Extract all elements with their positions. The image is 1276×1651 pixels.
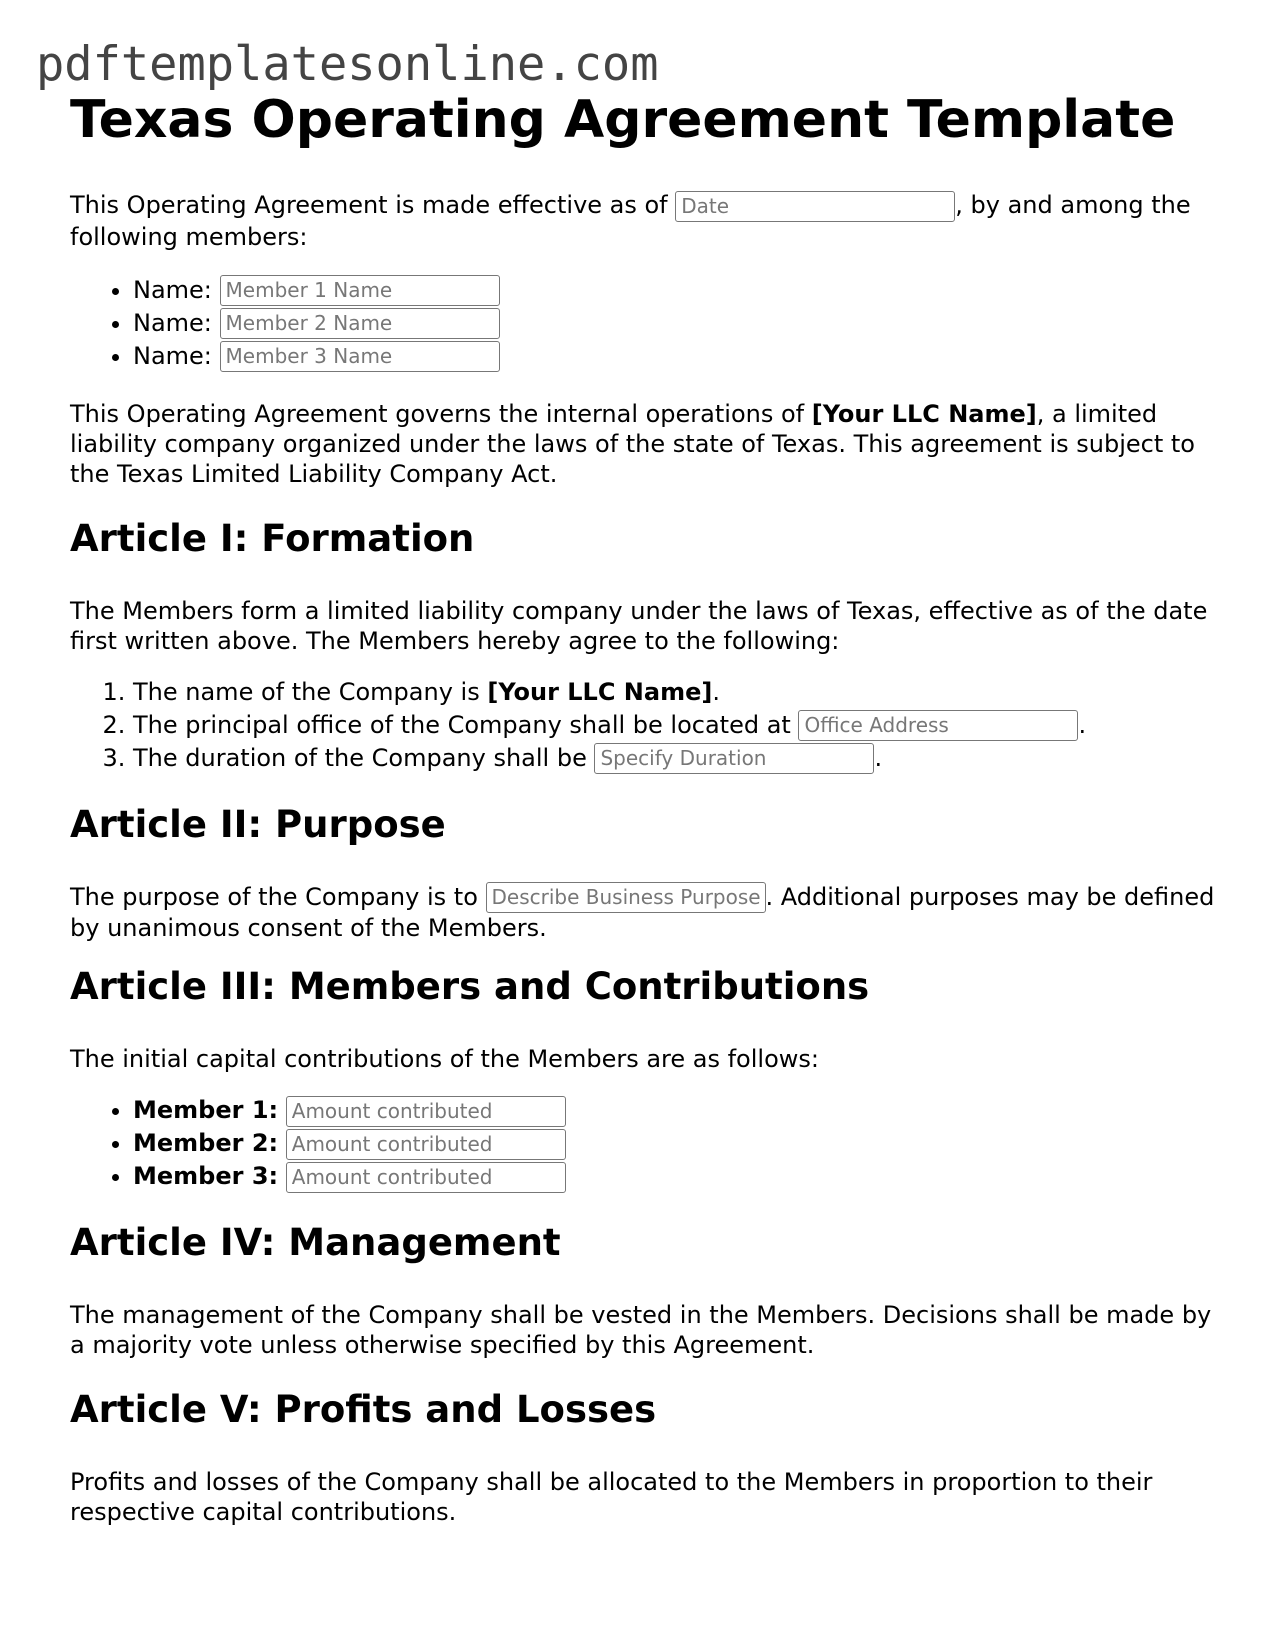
member-label: Name: bbox=[133, 341, 212, 370]
intro-text-before: This Operating Agreement is made effective as of bbox=[70, 191, 676, 219]
contribution-label: Member 3: bbox=[133, 1162, 279, 1190]
item-text: The principal office of the Company shall be located at bbox=[133, 710, 799, 739]
contribution-label: Member 1: bbox=[133, 1096, 279, 1124]
duration-input[interactable]: Specify Duration bbox=[594, 743, 874, 774]
list-item bbox=[133, 709, 1220, 742]
article-4-text: The management of the Company shall be vested in the Members. Decisions shall be made by a majority vote unless otherwise specified by this Agreement. bbox=[70, 1301, 1212, 1359]
article-5-heading: Article V: Profits and Losses bbox=[70, 1388, 657, 1431]
page-title: Texas Operating Agreement Template bbox=[70, 90, 1176, 150]
list-item bbox=[133, 742, 1220, 775]
article-3-text: The initial capital contributions of the Members are as follows: bbox=[70, 1045, 819, 1073]
llc-name: [Your LLC Name] bbox=[811, 399, 1037, 428]
article-1-heading: Article I: Formation bbox=[70, 516, 475, 560]
member-3-name-input[interactable]: Member 3 Name bbox=[220, 341, 500, 372]
business-purpose-input[interactable]: Describe Business Purpose bbox=[486, 882, 766, 913]
governs-text-after: , a limited liability company organized under the laws of the state of Texas. This agreement is subject to the Texas Limited Liability Company Act. bbox=[70, 399, 1195, 488]
list-item bbox=[133, 1094, 1220, 1127]
contributions-list bbox=[70, 1094, 1220, 1193]
member-1-amount-input[interactable]: Amount contributed bbox=[286, 1096, 566, 1127]
governs-paragraph bbox=[70, 399, 1220, 489]
article-5-text: Profits and losses of the Company shall be allocated to the Members in proportion to their respective capital contributions. bbox=[70, 1468, 1153, 1526]
members-list bbox=[70, 274, 1220, 373]
article-2-text bbox=[70, 882, 1220, 944]
list-item bbox=[133, 1160, 1220, 1193]
intro-paragraph bbox=[70, 190, 1220, 252]
governs-text-before: This Operating Agreement governs the internal operations of bbox=[70, 399, 812, 428]
member-label: Name: bbox=[133, 275, 212, 304]
item-text: The duration of the Company shall be bbox=[133, 743, 595, 772]
list-item bbox=[133, 1127, 1220, 1160]
member-2-amount-input[interactable]: Amount contributed bbox=[286, 1129, 566, 1160]
item-text: . bbox=[712, 677, 720, 706]
list-item bbox=[133, 340, 1220, 373]
intro-text-after: , by and among the following members: bbox=[70, 191, 1191, 251]
item-text: . bbox=[1078, 710, 1087, 739]
member-3-amount-input[interactable]: Amount contributed bbox=[286, 1162, 566, 1193]
article-4-heading: Article IV: Management bbox=[70, 1221, 561, 1264]
date-input[interactable]: Date bbox=[675, 191, 955, 222]
list-item bbox=[133, 274, 1220, 307]
watermark: pdftemplatesonline.com bbox=[36, 37, 659, 92]
member-2-name-input[interactable]: Member 2 Name bbox=[220, 308, 500, 339]
article-1-text: The Members form a limited liability company under the laws of Texas, effective as of the date first written above. The Members hereby agree to the following: bbox=[70, 596, 1208, 655]
item-text: The name of the Company is bbox=[133, 677, 488, 706]
item-text: . bbox=[874, 743, 883, 772]
member-1-name-input[interactable]: Member 1 Name bbox=[220, 275, 500, 306]
list-item bbox=[133, 307, 1220, 340]
member-label: Name: bbox=[133, 308, 212, 337]
list-item bbox=[133, 676, 1220, 709]
office-address-input[interactable]: Office Address bbox=[798, 710, 1078, 741]
purpose-text-before: The purpose of the Company is to bbox=[70, 882, 486, 911]
contribution-label: Member 2: bbox=[133, 1129, 279, 1157]
llc-name: [Your LLC Name] bbox=[487, 677, 713, 706]
formation-list bbox=[70, 676, 1220, 775]
document-body bbox=[70, 86, 1220, 1527]
purpose-text-after: . Additional purposes may be defined by unanimous consent of the Members. bbox=[70, 882, 1215, 942]
article-2-heading: Article II: Purpose bbox=[70, 802, 446, 846]
article-3-heading: Article III: Members and Contributions bbox=[70, 965, 870, 1008]
